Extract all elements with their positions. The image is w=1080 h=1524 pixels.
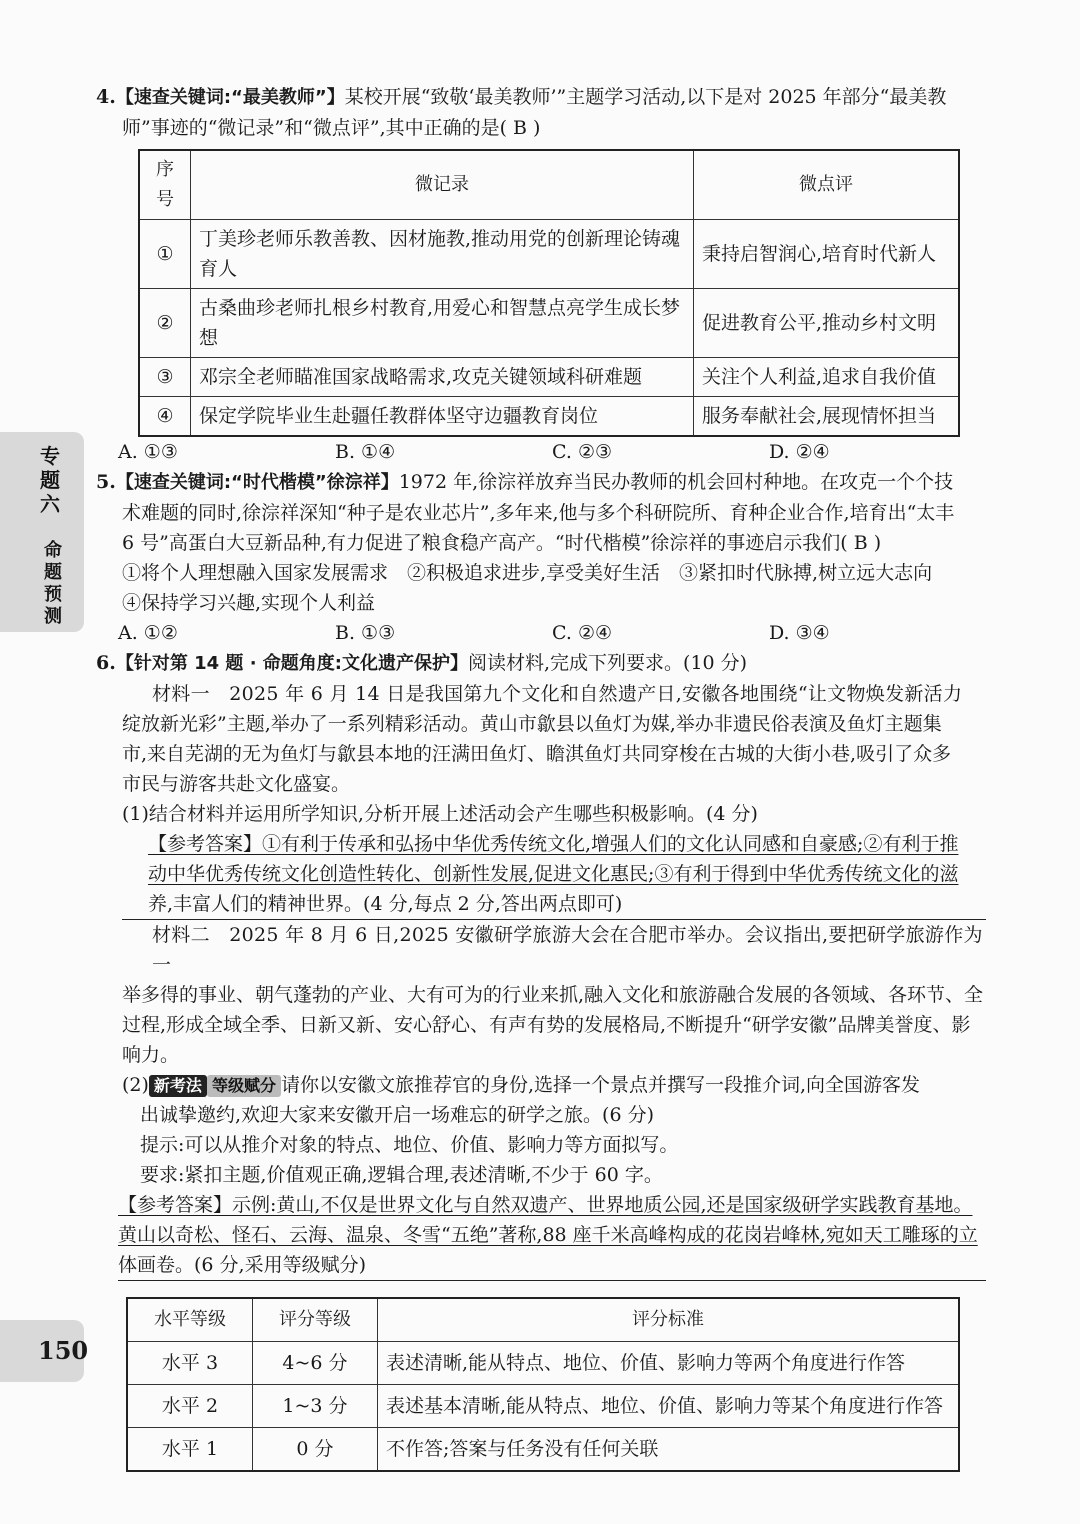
section-side-tab [0,432,84,632]
content [96,82,986,1472]
grading-table [126,1297,960,1472]
q4-option-d: D. ②④ [769,441,830,463]
row-comment: 促进教育公平,推动乡村文明 [694,289,960,358]
side-tab-topic: 专题六 [40,444,60,516]
table-row [139,358,959,397]
grade-score: 0 分 [253,1428,378,1472]
sub-question-2-line2: 出诚挚邀约,欢迎大家来安徽开启一场难忘的研学之旅。(6 分) [140,1104,654,1126]
grade-level: 水平 2 [127,1385,253,1428]
q4-option-b: B. ①④ [335,441,396,463]
material-1-line: 市,来自芜湖的无为鱼灯与歙县本地的汪满田鱼灯、瞻淇鱼灯共同穿梭在古城的大街小巷,吸引了众多 [122,743,952,765]
table-row [127,1342,959,1385]
q4-option-a: A. ①③ [118,441,178,463]
q6-stem: 阅读材料,完成下列要求。(10 分) [468,652,748,674]
q4-options [118,437,986,467]
q4-header-comment: 微点评 [694,150,960,220]
grade-criteria: 表述基本清晰,能从特点、地位、价值、影响力等某个角度进行作答 [378,1385,960,1428]
q5-items-line1: ①将个人理想融入国家发展需求 ②积极追求进步,享受美好生活 ③紧扣时代脉搏,树立远大志向 [122,562,933,584]
material-1 [96,679,986,799]
row-comment: 服务奉献社会,展现情怀担当 [694,397,960,437]
q6-number: 6. [96,652,116,674]
q5-stem-line1: 1972 年,徐淙祥放弃当民办教师的机会回村种地。在攻克一个个技 [398,471,954,493]
grading-header [127,1298,959,1342]
row-record: 保定学院毕业生赴疆任教群体坚守边疆教育岗位 [191,397,694,437]
row-comment: 秉持启智润心,培育时代新人 [694,220,960,289]
material-2-line: 材料二 2025 年 8 月 6 日,2025 安徽研学旅游大会在合肥市举办。会议指出,要把研学旅游作为一 [152,924,983,976]
material-1-line: 材料一 2025 年 6 月 14 日是我国第九个文化和自然遗产日,安徽各地围绕“让文物焕发新活力 [152,683,963,705]
grade-score: 1~3 分 [253,1385,378,1428]
side-tab-sub: 命题预测 [44,540,62,627]
q4-stem-line2: 师”事迹的“微记录”和“微点评”,其中正确的是( B ) [122,117,541,139]
sub-question-2-line1: 请你以安徽文旅推荐官的身份,选择一个景点并撰写一段推介词,向全国游客发 [280,1074,921,1096]
grading-header-level: 水平等级 [127,1298,253,1342]
hint: 提示:可以从推介对象的特点、地位、价值、影响力等方面拟写。 [140,1134,679,1156]
sub-question-2-label: (2) [122,1074,149,1096]
row-record: 丁美珍老师乐教善教、因材施教,推动用党的创新理论铸魂育人 [191,220,694,289]
answer-2 [118,1190,986,1281]
row-num: ③ [139,358,191,397]
question-4 [96,82,986,467]
page-number-tab [0,1320,89,1382]
sub-question-1: (1)结合材料并运用所学知识,分析开展上述活动会产生哪些积极影响。(4 分) [122,803,758,825]
table-row [139,397,959,437]
grade-criteria: 不作答;答案与任务没有任何关联 [378,1428,960,1472]
row-comment: 关注个人利益,追求自我价值 [694,358,960,397]
answer-2-line: 体画卷。(6 分,采用等级赋分) [118,1254,366,1276]
answer-1-line: 动中华优秀传统文化创造性转化、创新性发展,促进文化惠民;③有利于得到中华优秀传统文化的滋 [148,863,959,885]
q5-option-d: D. ③④ [769,622,830,644]
question-5 [96,467,986,648]
q5-option-c: C. ②④ [552,622,613,644]
requirement: 要求:紧扣主题,价值观正确,逻辑合理,表述清晰,不少于 60 字。 [140,1164,663,1186]
answer-1-line: 【参考答案】①有利于传承和弘扬中华优秀传统文化,增强人们的文化认同感和自豪感;②有利于推 [148,833,959,855]
q5-items-line2: ④保持学习兴趣,实现个人利益 [122,592,376,614]
grading-header-score: 评分等级 [253,1298,378,1342]
q5-stem-line2: 术难题的同时,徐淙祥深知“种子是农业芯片”,多年来,他与多个科研院所、育种企业合作,培育出“太丰 [122,502,955,524]
answer-2-line: 【参考答案】示例:黄山,不仅是世界文化与自然双遗产、世界地质公园,还是国家级研学实践教育基地。 [118,1194,973,1216]
q5-option-b: B. ①③ [335,622,396,644]
row-record: 邓宗全老师瞄准国家战略需求,攻克关键领域科研难题 [191,358,694,397]
grade-score: 4~6 分 [253,1342,378,1385]
q4-header-num: 序号 [139,150,191,220]
answer-1 [122,829,986,920]
q4-stem-line1: 某校开展“致敬‘最美教师’”主题学习活动,以下是对 2025 年部分“最美教 [344,86,947,108]
q4-table [138,149,960,437]
page-number: 150 [38,1336,89,1365]
material-2-line: 过程,形成全域全季、日新又新、安心舒心、有声有势的发展格局,不断提升“研学安徽”品牌美誉度、影响力。 [122,1014,971,1066]
grade-score-tag: 等级赋分 [207,1075,281,1097]
row-record: 古桑曲珍老师扎根乡村教育,用爱心和智慧点亮学生成长梦想 [191,289,694,358]
answer-2-line: 黄山以奇松、怪石、云海、温泉、冬雪“五绝”著称,88 座千米高峰构成的花岗岩峰林,宛如天工雕琢的立 [118,1224,978,1246]
table-row [139,220,959,289]
row-num: ① [139,220,191,289]
material-2-line: 举多得的事业、朝气蓬勃的产业、大有可为的行业来抓,融入文化和旅游融合发展的各领域、各环节、全 [122,984,984,1006]
row-num: ② [139,289,191,358]
q6-keyword: 【针对第 14 题 · 命题角度:文化遗产保护】 [115,653,468,674]
q4-number: 4. [96,86,116,108]
table-row [127,1428,959,1472]
q5-options [118,618,986,648]
q4-option-c: C. ②③ [552,441,613,463]
material-1-line: 绽放新光彩”主题,举办了一系列精彩活动。黄山市歙县以鱼灯为媒,举办非遗民俗表演及鱼灯主题集 [122,713,942,735]
q5-number: 5. [96,471,116,493]
q4-header-record: 微记录 [191,150,694,220]
row-num: ④ [139,397,191,437]
q5-option-a: A. ①② [118,622,178,644]
table-row [139,289,959,358]
table-row [127,1385,959,1428]
new-method-tag: 新考法 [149,1075,207,1097]
grade-level: 水平 1 [127,1428,253,1472]
sub-question-2 [96,1070,986,1100]
q5-stem-line3: 6 号”高蛋白大豆新品种,有力促进了粮食稳产高产。“时代楷模”徐淙祥的事迹启示我们( B ) [122,532,882,554]
grade-criteria: 表述清晰,能从特点、地位、价值、影响力等两个角度进行作答 [378,1342,960,1385]
q5-keyword: 【速查关键词:“时代楷模”徐淙祥】 [115,472,399,493]
answer-1-line: 养,丰富人们的精神世界。(4 分,每点 2 分,答出两点即可) [148,893,623,915]
material-1-line: 市民与游客共赴文化盛宴。 [122,773,351,795]
q4-keyword: 【速查关键词:“最美教师”】 [115,87,345,108]
grading-header-criteria: 评分标准 [378,1298,960,1342]
q4-table-header [139,150,959,220]
material-2 [96,920,986,1070]
grade-level: 水平 3 [127,1342,253,1385]
question-6 [96,648,986,1472]
